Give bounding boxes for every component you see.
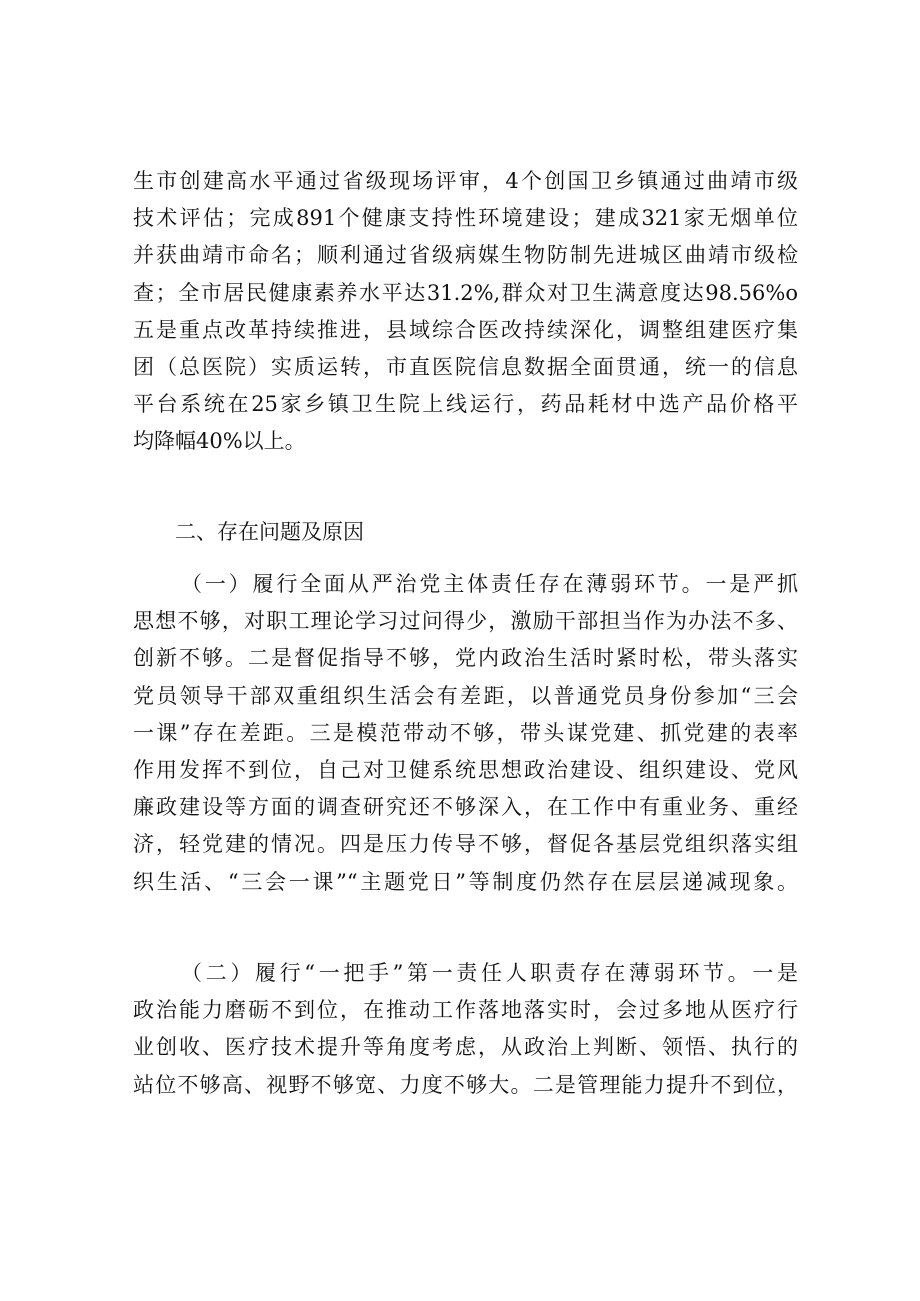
text-line: 团（总医院）实质运转，市直医院信息数据全面贯通，统一的信息 [133,354,798,379]
text-line: 平台系统在25家乡镇卫生院上线运行，药品耗材中选产品价格平 [133,392,798,417]
text-line: （一）履行全面从严治党主体责任存在薄弱环节。一是严抓 [181,572,798,596]
text-line: 并获曲靖市命名；顺利通过省级病媒生物防制先进城区曲靖市级检 [133,243,798,268]
text-line: 查；全市居民健康素养水平达31.2%,群众对卫生满意度达98.56%o [133,280,798,305]
section-heading-text: 二、存在问题及原因 [175,520,364,544]
section-heading [133,514,798,551]
text-line: 站位不够高、视野不够宽、力度不够大。二是管理能力提升不到位， [133,1072,798,1097]
paragraph-problem-1 [133,566,798,901]
text-line: 创新不够。二是督促指导不够，党内政治生活时紧时松，带头落实 [133,646,798,671]
text-line: 生市创建高水平通过省级现场评审，4个创国卫乡镇通过曲靖市级 [133,169,798,193]
text-line: 党员领导干部双重组织生活会有差距，以普通党员身份参加“三会 [133,683,798,708]
text-line: 技术评估；完成891个健康支持性环境建设；建成321家无烟单位 [133,206,798,231]
text-line: 廉政建设等方面的调查研究还不够深入，在工作中有重业务、重经 [133,795,798,820]
text-line: 思想不够，对职工理论学习过问得少，激励干部担当作为办法不多、 [133,609,798,634]
text-line: 作用发挥不到位，自己对卫健系统思想政治建设、组织建设、党风 [133,757,798,782]
text-line: 业创收、医疗技术提升等角度考虑，从政治上判断、领悟、执行的 [133,1035,798,1060]
text-line: 济，轻党建的情况。四是压力传导不够，督促各基层党组织落实组 [133,832,798,857]
text-line: 织生活、“三会一课”“主题党日”等制度仍然存在层层递减现象。 [133,869,798,894]
paragraph-achievements [133,163,798,461]
text-line: 均降幅40%以上。 [133,429,306,454]
text-line: 政治能力磨砺不到位，在推动工作落地落实时，会过多地从医疗行 [133,998,798,1023]
text-line: （二）履行“一把手”第一责任人职责存在薄弱环节。一是 [181,961,798,985]
text-line: 五是重点改革持续推进，县域综合医改持续深化，调整组建医疗集 [133,317,798,342]
paragraph-problem-2 [133,955,798,1104]
text-line: 一课”存在差距。三是模范带动不够，带头谋党建、抓党建的表率 [133,720,798,745]
